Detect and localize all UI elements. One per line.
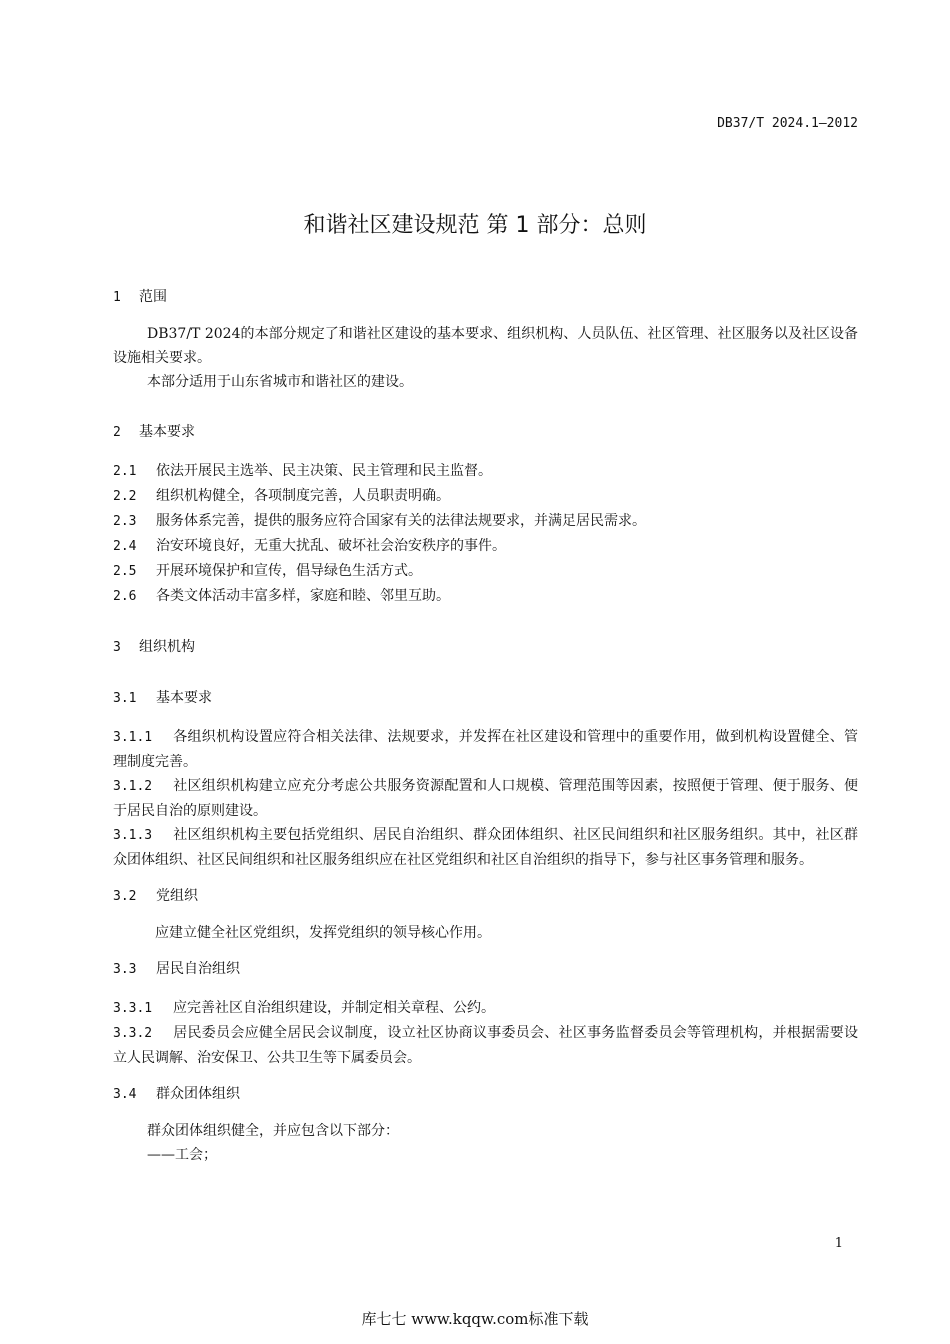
clause-2-1: 2.1 依法开展民主选举、民主决策、民主管理和民主监督。 (113, 463, 492, 479)
section-heading-1 (113, 285, 858, 310)
list-item-union: ——工会； (147, 1147, 217, 1163)
section-number: 3 (113, 640, 121, 655)
subsection-heading-3-1: 3.1 基本要求 (113, 690, 212, 706)
document-title: 和谐社区建设规范 第 1 部分：总则 (303, 213, 647, 238)
clause-2-5: 2.5 开展环境保护和宣传，倡导绿色生活方式。 (113, 563, 422, 579)
clause-2-6: 2.6 各类文体活动丰富多样，家庭和睦、邻里互助。 (113, 588, 450, 604)
section-title: 基本要求 (139, 424, 195, 440)
clause-3-1-3: 3.1.3 社区组织机构主要包括党组织、居民自治组织、群众团体组织、社区民间组织和社区服务组织。其中，社区群众团体组织、社区民间组织和社区服务组织应在社区党组织和社区自治组织的指导下，参与社区事务管理和服务。 (113, 827, 858, 868)
clause-3-4-text: 群众团体组织健全，并应包含以下部分： (147, 1123, 399, 1139)
standard-code: DB37/T 2024.1—2012 (717, 116, 858, 131)
clause-3-1-2: 3.1.2 社区组织机构建立应充分考虑公共服务资源配置和人口规模、管理范围等因素，按照便于管理、便于服务、便于居民自治的原则建设。 (113, 778, 858, 819)
clause-3-3-2: 3.3.2 居民委员会应健全居民会议制度，设立社区协商议事委员会、社区事务监督委员会等管理机构，并根据需要设立人民调解、治安保卫、公共卫生等下属委员会。 (113, 1025, 858, 1066)
subsection-heading-3-3: 3.3 居民自治组织 (113, 961, 240, 977)
clause-3-2-text: 应建立健全社区党组织，发挥党组织的领导核心作用。 (155, 925, 491, 941)
scope-paragraph-2: 本部分适用于山东省城市和谐社区的建设。 (147, 374, 413, 390)
clause-2-2: 2.2 组织机构健全，各项制度完善，人员职责明确。 (113, 488, 450, 504)
section-number: 2 (113, 425, 121, 440)
subsection-heading-3-2: 3.2 党组织 (113, 888, 198, 904)
watermark-footer: 库七七 www.kqqw.com标准下载 (361, 1310, 589, 1328)
page-number: 1 (834, 1236, 843, 1251)
section-number: 1 (113, 290, 121, 305)
clause-3-3-1: 3.3.1 应完善社区自治组织建设，并制定相关章程、公约。 (113, 1000, 495, 1016)
section-title: 组织机构 (139, 639, 195, 655)
document-body (113, 285, 858, 1167)
section-title: 范围 (139, 289, 167, 305)
clause-2-4: 2.4 治安环境良好，无重大扰乱、破坏社会治安秩序的事件。 (113, 538, 506, 554)
scope-paragraph-1: DB37/T 2024的本部分规定了和谐社区建设的基本要求、组织机构、人员队伍、社区管理、社区服务以及社区设备设施相关要求。 (113, 326, 858, 366)
clause-3-1-1: 3.1.1 各组织机构设置应符合相关法律、法规要求，并发挥在社区建设和管理中的重要作用，做到机构设置健全、管理制度完善。 (113, 729, 858, 770)
section-heading-2 (113, 420, 858, 445)
clause-2-3: 2.3 服务体系完善，提供的服务应符合国家有关的法律法规要求，并满足居民需求。 (113, 513, 646, 529)
subsection-heading-3-4: 3.4 群众团体组织 (113, 1086, 240, 1102)
section-heading-3 (113, 635, 858, 660)
